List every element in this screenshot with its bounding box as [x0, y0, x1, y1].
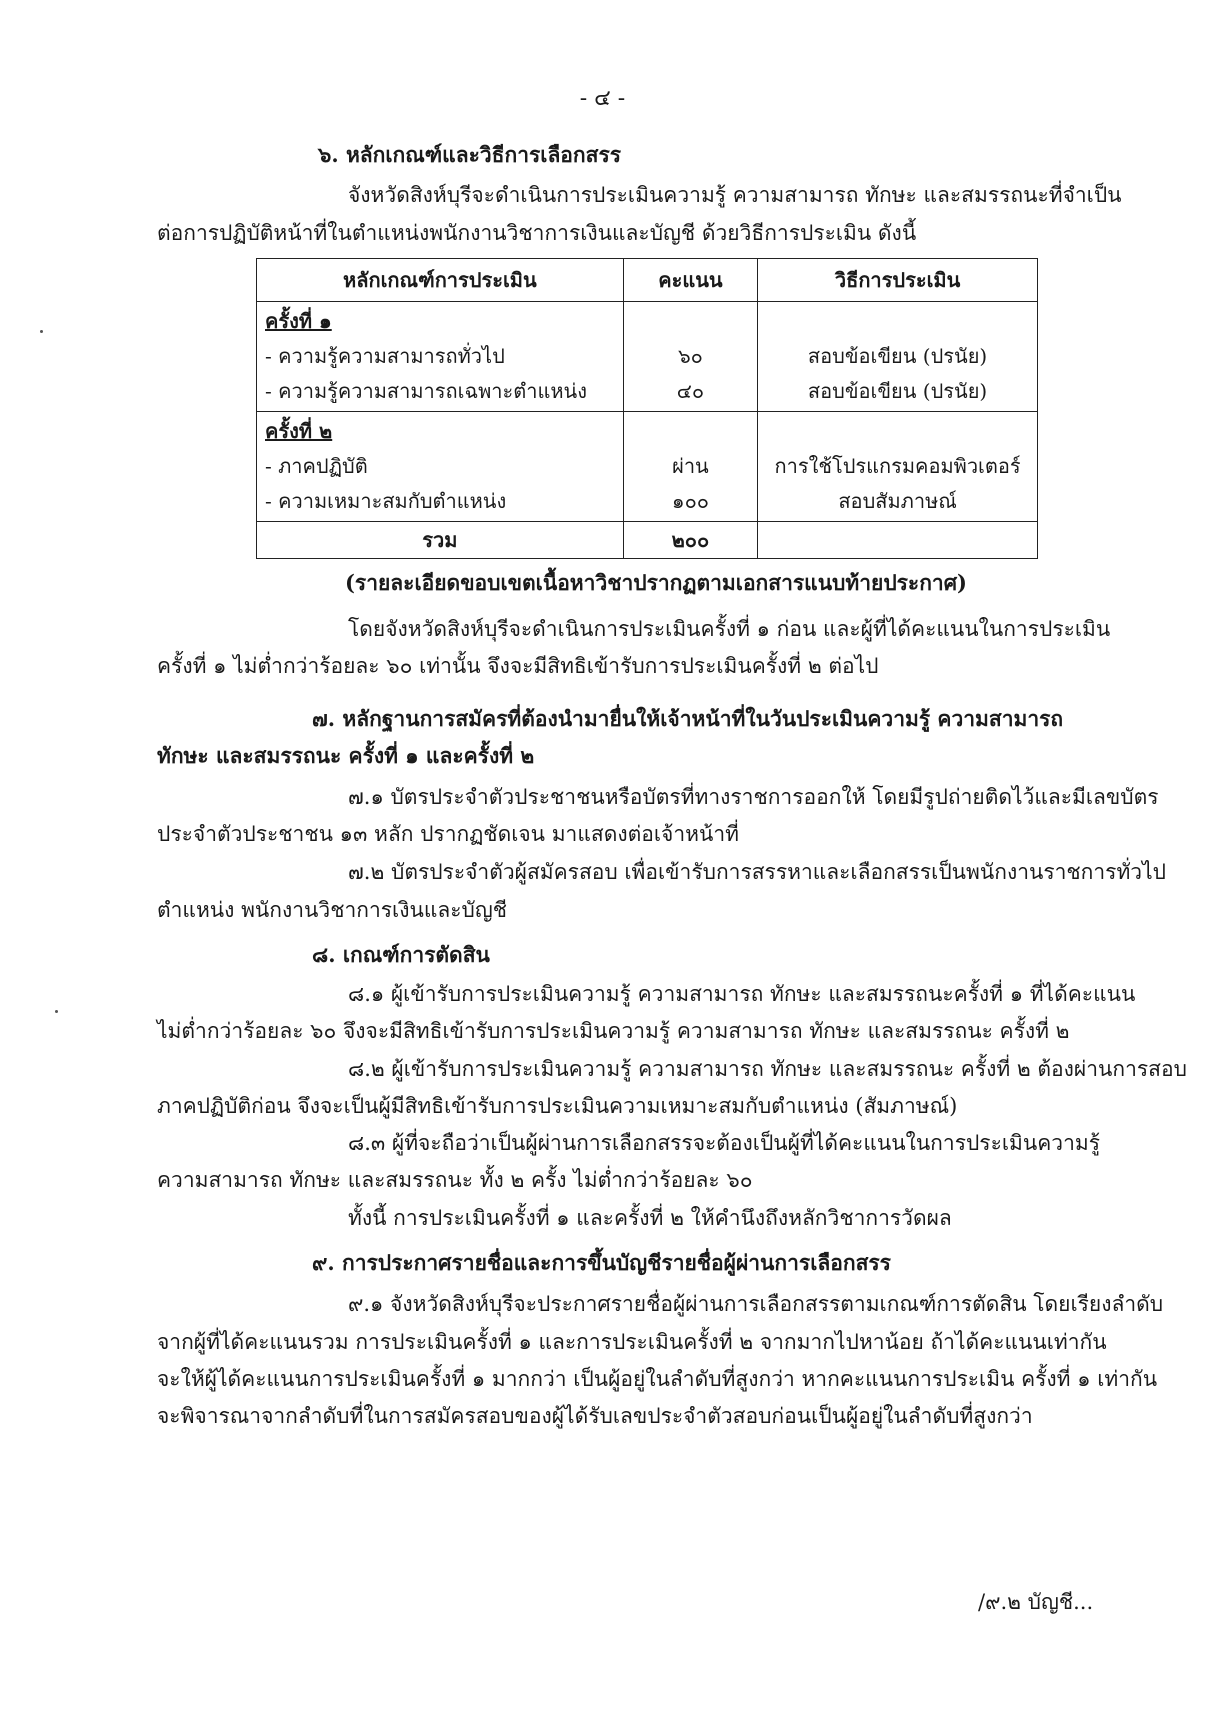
section-7-item-1-line-1: ๗.๑ บัตรประจำตัวประชาชนหรือบัตรที่ทางราชการออกให้ โดยมีรูปถ่ายติดไว้และมีเลขบัตร — [348, 785, 1159, 809]
section-8-heading: ๘. เกณฑ์การตัดสิน — [312, 942, 490, 967]
section-9-item-1-line-3: จะให้ผู้ได้คะแนนการประเมินครั้งที่ ๑ มากกว่า เป็นผู้อยู่ในลำดับที่สูงกว่า หากคะแนนการประเมิน ครั้งที่ ๑ เท่ากัน — [157, 1367, 1158, 1391]
round-1-method — [758, 302, 1038, 412]
score-suitability: ๑๐๐ — [671, 489, 709, 513]
score-general-knowledge: ๖๐ — [677, 344, 703, 368]
round-2-criteria — [257, 412, 624, 522]
section-8-item-1-line-2: ไม่ต่ำกว่าร้อยละ ๖๐ จึงจะมีสิทธิเข้ารับการประเมินความรู้ ความสามารถ ทักษะ และสมรรถนะ ครั้งที่ ๒ — [157, 1019, 1070, 1043]
score-practical: ผ่าน — [672, 454, 709, 478]
table-header-row — [257, 259, 1038, 302]
total-method — [758, 522, 1038, 559]
scan-speck — [55, 1010, 58, 1013]
page-number: - ๔ - — [579, 86, 626, 111]
criteria-practical: - ภาคปฏิบัติ — [265, 454, 368, 478]
section-6-para-line-1: โดยจังหวัดสิงห์บุรีจะดำเนินการประเมินครั้งที่ ๑ ก่อน และผู้ที่ได้คะแนนในการประเมิน — [348, 617, 1111, 641]
round-1-criteria — [257, 302, 624, 412]
method-general-knowledge: สอบข้อเขียน (ปรนัย) — [807, 344, 988, 368]
criteria-position-knowledge: - ความรู้ความสามารถเฉพาะตำแหน่ง — [265, 379, 587, 403]
section-7-heading-line-1: ๗. หลักฐานการสมัครที่ต้องนำมายื่นให้เจ้าหน้าที่ในวันประเมินความรู้ ความสามารถ — [312, 706, 1064, 731]
section-7-item-2-line-2: ตำแหน่ง พนักงานวิชาการเงินและบัญชี — [157, 898, 507, 922]
section-7-item-1-line-2: ประจำตัวประชาชน ๑๓ หลัก ปรากฏชัดเจน มาแสดงต่อเจ้าหน้าที่ — [157, 822, 739, 846]
round-2-method — [758, 412, 1038, 522]
header-score: คะแนน — [623, 259, 757, 302]
section-6-heading: ๖. หลักเกณฑ์และวิธีการเลือกสรร — [318, 142, 622, 167]
total-label: รวม — [257, 522, 624, 559]
method-position-knowledge: สอบข้อเขียน (ปรนัย) — [807, 379, 988, 403]
round-1-score — [623, 302, 757, 412]
section-9-heading: ๙. การประกาศรายชื่อและการขึ้นบัญชีรายชื่อผู้ผ่านการเลือกสรร — [312, 1250, 891, 1275]
continuation-note: /๙.๒ บัญชี... — [978, 1590, 1094, 1614]
method-suitability: สอบสัมภาษณ์ — [838, 489, 957, 513]
criteria-suitability: - ความเหมาะสมกับตำแหน่ง — [265, 489, 507, 513]
round-2-label: ครั้งที่ ๒ — [265, 419, 333, 443]
section-9-item-1-line-2: จากผู้ที่ได้คะแนนรวม การประเมินครั้งที่ ๑ และการประเมินครั้งที่ ๒ จากมากไปหาน้อย ถ้าได้คะแนนเท่ากัน — [157, 1330, 1107, 1354]
section-8-item-2-line-2: ภาคปฏิบัติก่อน จึงจะเป็นผู้มีสิทธิเข้ารับการประเมินความเหมาะสมกับตำแหน่ง (สัมภาษณ์) — [157, 1094, 958, 1118]
section-6-intro-line-1: จังหวัดสิงห์บุรีจะดำเนินการประเมินความรู้ ความสามารถ ทักษะ และสมรรถนะที่จำเป็น — [348, 183, 1122, 207]
table-row-round-2 — [257, 412, 1038, 522]
round-2-score — [623, 412, 757, 522]
section-9-item-1-line-1: ๙.๑ จังหวัดสิงห์บุรีจะประกาศรายชื่อผู้ผ่านการเลือกสรรตามเกณฑ์การตัดสิน โดยเรียงลำดับ — [348, 1292, 1164, 1316]
section-6-note: (รายละเอียดขอบเขตเนื้อหาวิชาปรากฏตามเอกสารแนบท้ายประกาศ) — [345, 570, 967, 595]
round-1-label: ครั้งที่ ๑ — [265, 309, 332, 333]
method-practical: การใช้โปรแกรมคอมพิวเตอร์ — [774, 454, 1021, 478]
header-method: วิธีการประเมิน — [758, 259, 1038, 302]
evaluation-criteria-table — [256, 258, 1038, 559]
total-score: ๒๐๐ — [623, 522, 757, 559]
score-position-knowledge: ๔๐ — [676, 379, 705, 403]
section-7-item-2-line-1: ๗.๒ บัตรประจำตัวผู้สมัครสอบ เพื่อเข้ารับการสรรหาและเลือกสรรเป็นพนักงานราชการทั่วไป — [348, 860, 1166, 884]
header-criteria: หลักเกณฑ์การประเมิน — [257, 259, 624, 302]
section-8-item-3-line-2: ความสามารถ ทักษะ และสมรรถนะ ทั้ง ๒ ครั้ง ไม่ต่ำกว่าร้อยละ ๖๐ — [157, 1168, 753, 1192]
criteria-general-knowledge: - ความรู้ความสามารถทั่วไป — [265, 344, 505, 368]
section-8-item-4: ทั้งนี้ การประเมินครั้งที่ ๑ และครั้งที่ ๒ ให้คำนึงถึงหลักวิชาการวัดผล — [348, 1206, 952, 1230]
section-7-heading-line-2: ทักษะ และสมรรถนะ ครั้งที่ ๑ และครั้งที่ ๒ — [157, 743, 535, 768]
section-6-para-line-2: ครั้งที่ ๑ ไม่ต่ำกว่าร้อยละ ๖๐ เท่านั้น จึงจะมีสิทธิเข้ารับการประเมินครั้งที่ ๒ ต่อไป — [157, 654, 879, 678]
scan-speck — [40, 330, 43, 333]
table-row-round-1 — [257, 302, 1038, 412]
section-8-item-1-line-1: ๘.๑ ผู้เข้ารับการประเมินความรู้ ความสามารถ ทักษะ และสมรรถนะครั้งที่ ๑ ที่ได้คะแนน — [348, 982, 1136, 1006]
section-8-item-3-line-1: ๘.๓ ผู้ที่จะถือว่าเป็นผู้ผ่านการเลือกสรรจะต้องเป็นผู้ที่ได้คะแนนในการประเมินความรู้ — [348, 1131, 1100, 1155]
section-6-intro-line-2: ต่อการปฏิบัติหน้าที่ในตำแหน่งพนักงานวิชาการเงินและบัญชี ด้วยวิธีการประเมิน ดังนี้ — [157, 221, 917, 245]
table-row-total — [257, 522, 1038, 559]
section-9-item-1-line-4: จะพิจารณาจากลำดับที่ในการสมัครสอบของผู้ได้รับเลขประจำตัวสอบก่อนเป็นผู้อยู่ในลำดับที่สูงกว่า — [157, 1404, 1033, 1428]
section-8-item-2-line-1: ๘.๒ ผู้เข้ารับการประเมินความรู้ ความสามารถ ทักษะ และสมรรถนะ ครั้งที่ ๒ ต้องผ่านการสอบ — [348, 1057, 1187, 1081]
